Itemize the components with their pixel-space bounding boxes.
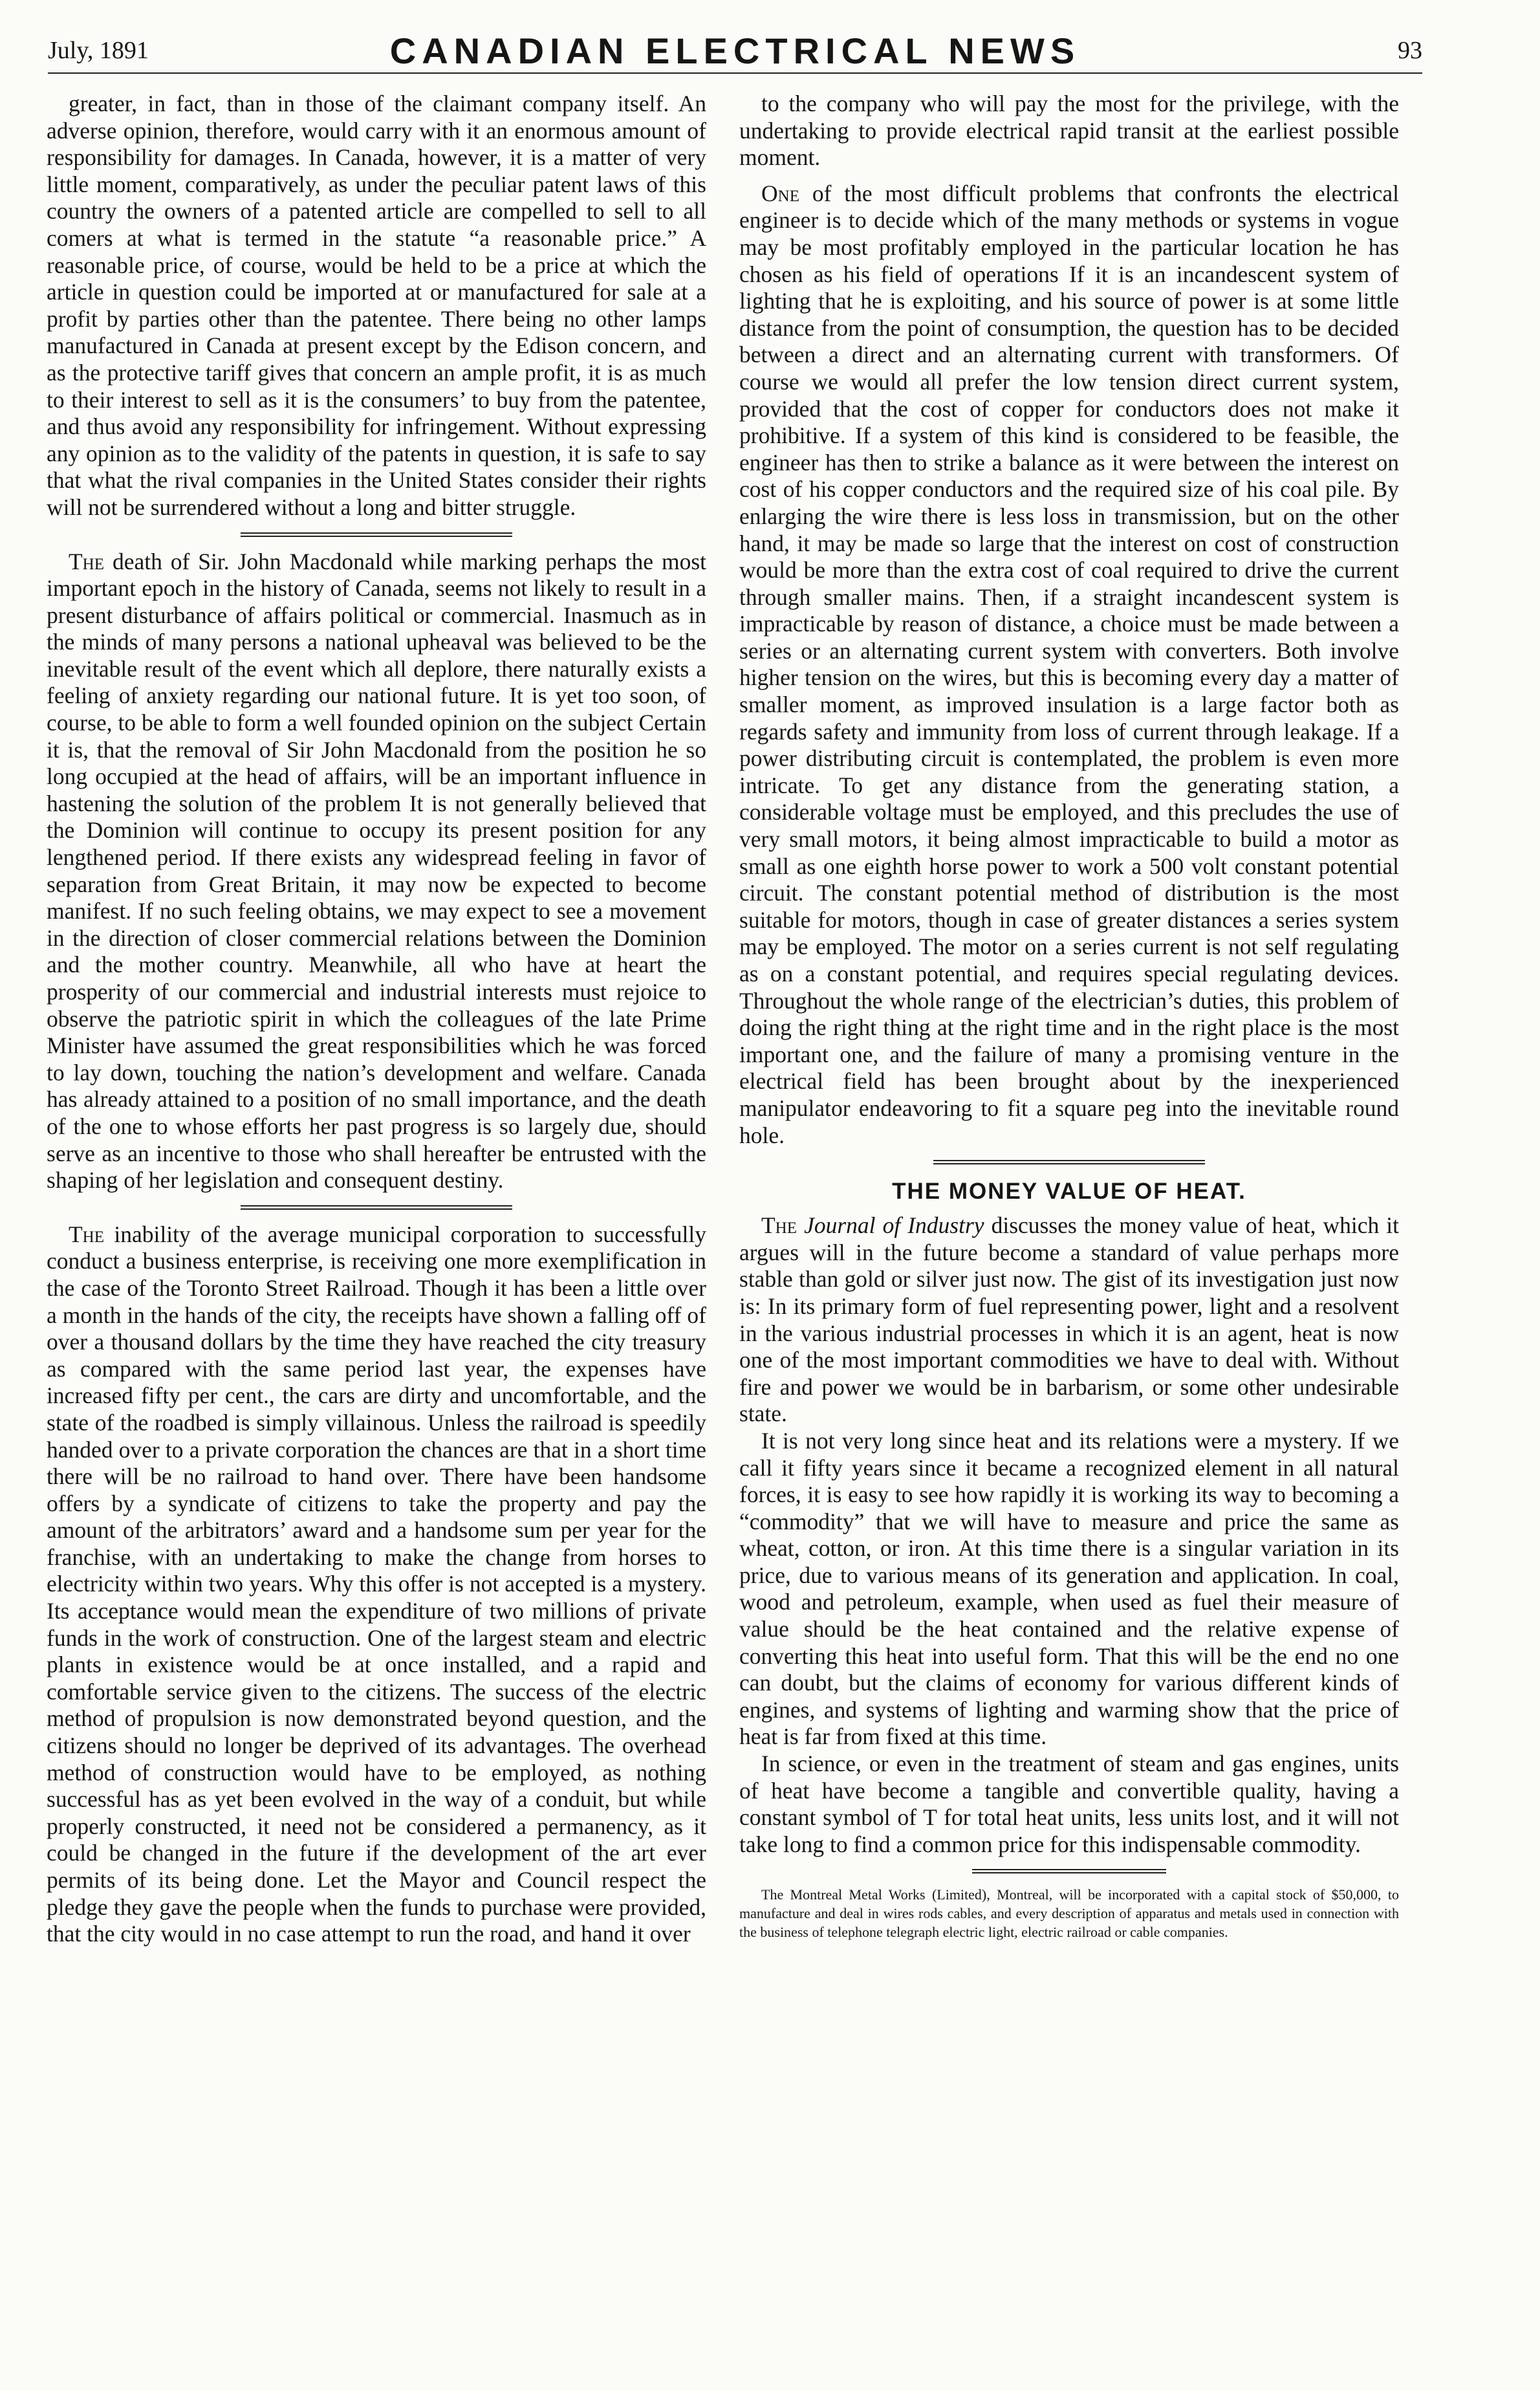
section-divider	[241, 1205, 512, 1211]
heat-article-title: THE MONEY VALUE OF HEAT.	[892, 1179, 1246, 1205]
lead-word: The	[69, 548, 105, 574]
article-railroad-continuation: to the company who will pay the most for the privilege, with the undertaking to provide electrical rapid transit at the earliest possible moment.	[739, 91, 1399, 171]
header-rule	[48, 72, 1422, 74]
right-column	[739, 91, 1399, 1941]
article-macdonald-body: death of Sir. John Macdonald while marking perhaps the most important epoch in the history of Canada, seems not likely to result in a present disturbance of affairs political or commercial. Inasmuch as in the minds of many persons a national upheaval was believed to be the inevitable result of the event which all deplore, there naturally exists a feeling of anxiety regarding our national future. It is yet too soon, of course, to be able to form a well founded opinion on the subject Certain it is, that the removal of Sir John Macdonald from the position he so long occupied at the head of affairs, will be an important influence in hastening the solution of the problem It is not generally believed that the Dominion will continue to occupy its present position for any lengthened period. If there exists any widespread feeling in favor of separation from Great Britain, it may now be expected to become manifest. If no such feeling obtains, we may expect to see a movement in the direction of closer commercial relations between the Dominion and the mother country. Meanwhile, all who have at heart the prosperity of our commercial and industrial interests must rejoice to observe the patriotic spirit in which the colleagues of the late Prime Minister have assumed the great responsibilities which he was forced to lay down, touching the nation’s development and welfare. Canada has already attained to a position of no small importance, and the death of the one to whose efforts her past progress is so largely due, should serve as an incentive to those who shall hereafter be entrusted with the shaping of her legislation and consequent destiny.	[47, 548, 707, 1194]
section-divider	[933, 1159, 1205, 1166]
article-macdonald	[47, 549, 706, 1194]
heat-paragraph-1	[739, 1212, 1399, 1428]
notice-block	[739, 1885, 1399, 1941]
article-street-railroad	[47, 1221, 706, 1948]
page-header	[48, 25, 1422, 70]
article-patent-continuation: greater, in fact, than in those of the claimant company itself. An adverse opinion, therefore, would carry with it an enormous amount of responsibility for damages. In Canada, however, it is a matter of very little moment, comparatively, as under the peculiar patent laws of this country the owners of a patented article are compelled to sell to all comers at what is termed in the statute “a reasonable price.” A reasonable price, of course, would be held to be a price at which the article in question could be imported at or manufactured for sale at a profit by parties other than the patentee. There being no other lamps manufactured in Canada at present except by the Edison concern, and as the protective tariff gives that concern an ample profit, it is as much to their interest to sell as it is the consumers’ to buy from the patentee, and thus avoid any responsibility for infringement. Without expressing any opinion as to the validity of the patents in question, it is safe to say that what the rival companies in the United States consider their rights will not be surrendered without a long and bitter struggle.	[47, 91, 706, 520]
page-number: 93	[1398, 37, 1422, 64]
lead-word: The	[69, 1221, 105, 1247]
section-divider	[241, 532, 512, 538]
journal-name: Journal of Industry	[804, 1212, 984, 1239]
lead-word: One	[761, 180, 799, 206]
article-electrical-systems-body: of the most difficult problems that confronts the electrical engineer is to decide which of the many methods or systems in vogue may be most profitably employed in the particular location he has chosen as his field of operations If it is an incandescent system of lighting that he is exploiting, and his source of power is at some little distance from the point of consumption, the question has to be decided between a direct and an alternating current with transformers. Of course we would all prefer the low tension direct current system, provided that the cost of copper for conductors does not make it prohibitive. If a system of this kind is considered to be feasible, the engineer has then to strike a balance as it were between the interest on cost of his copper conductors and the required size of his coal pile. By enlarging the wire there is less loss in transmission, but on the other hand, it may be made so large that the interest on cost of construction would be more than the extra cost of coal required to drive the current through smaller mains. Then, if a straight incandescent system is impracticable by reason of distance, a choice must be made between a series or an alternating current system with converters. Both involve higher tension on the wires, but this is becoming every day a matter of smaller moment, as improved insulation is a large factor both as regards safety and immunity from loss of current through leakage. If a power distributing circuit is contemplated, the problem is even more intricate. To get any distance from the generating station, a considerable voltage must be employed, and this precludes the use of very small motors, it being almost impracticable to build a motor as small as one eighth horse power to work a 500 volt constant potential circuit. The constant potential method of distribution is the most suitable for motors, though in case of greater distances a series system may be employed. The motor on a series current is not self regulating as on a constant potential, and requires special regulating devices. Throughout the whole range of the electrician’s duties, this problem of doing the right thing at the right time and in the right place is the most important one, and the failure of many a promising venture in the electrical field has been brought about by the inexperienced manipulator endeavoring to fit a square peg into the inevitable round hole.	[739, 180, 1400, 1148]
lead-word: The	[761, 1212, 797, 1239]
article-electrical-systems	[739, 180, 1399, 1149]
heat-paragraph-3: In science, or even in the treatment of steam and gas engines, units of heat have become a tangible and convertible quality, having a constant symbol of T for total heat units, less units lost, and it will not take long to find a common price for this indispensable commodity.	[739, 1751, 1399, 1857]
article-street-railroad-body: inability of the average municipal corporation to successfully conduct a business enterprise, is receiving one more exemplification in the case of the Toronto Street Railroad. Though it has been a little over a month in the hands of the city, the receipts have shown a falling off of over a thousand dollars by the time they have reached the city treasury as compared with the same period last year, the expenses have increased fifty per cent., the cars are dirty and uncomfortable, and the state of the roadbed is simply villainous. Unless the railroad is speedily handed over to a private corporation the chances are that in a short time there will be no railroad to hand over. There have been handsome offers by a syndicate of citizens to take the property and pay the amount of the arbitrators’ award and a handsome sum per year for the franchise, with an undertaking to make the change from horses to electricity within two years. Why this offer is not accepted is a mystery. Its acceptance would mean the expenditure of two millions of private funds in the work of construction. One of the largest steam and electric plants in existence would be at once installed, and a rapid and comfortable service given to the citizens. The success of the electric method of propulsion is now demonstrated beyond question, and the citizens should no longer be deprived of its advantages. The overhead method of construction would have to be employed, as nothing successful has as yet been evolved in the way of a conduit, but while properly constructed, it need not be considered a permanency, as it could be changed in the future if the development of the art ever permits of its being done. Let the Mayor and Council respect the pledge they gave the people when the funds to purchase were provided, that the city would in no case attempt to run the road, and hand it over	[47, 1221, 707, 1947]
montreal-metal-works-notice: The Montreal Metal Works (Limited), Montreal, will be incorporated with a capital stock of $50,000, to manufacture and deal in wires rods cables, and every description of apparatus and metals used in connection with the business of telephone telegraph electric light, electric railroad or cable companies.	[739, 1886, 1399, 1941]
heat-paragraph-2: It is not very long since heat and its relations were a mystery. If we call it fifty years since it became a recognized element in all natural forces, it is easy to see how rapidly it is working its way to becoming a “commodity” that we will have to measure and price the same as wheat, cotton, or iron. At this time there is a singular variation in its price, due to various means of its generation and application. In coal, wood and petroleum, example, when used as fuel their measure of value should be the heat contained and the relative expense of converting this heat into useful form. That this will be the end no one can doubt, but the claims of economy for various different kinds of engines, and systems of lighting and warming show that the price of heat is far from fixed at this time.	[739, 1427, 1399, 1750]
heat-paragraph-1-body: discusses the money value of heat, which it argues will in the future become a standard of value perhaps more stable than gold or silver just now. The gist of its investigation just now is: In its primary form of fuel representing power, light and a resolvent in the various industrial processes in which it is an agent, heat is now one of the most important commodities we have to deal with. Without fire and power we would be in barbarism, or some other undesirable state.	[739, 1212, 1400, 1427]
left-column	[47, 91, 706, 1948]
masthead-title: CANADIAN ELECTRICAL NEWS	[389, 30, 1081, 71]
issue-date: July, 1891	[48, 37, 149, 64]
section-divider	[972, 1868, 1166, 1875]
